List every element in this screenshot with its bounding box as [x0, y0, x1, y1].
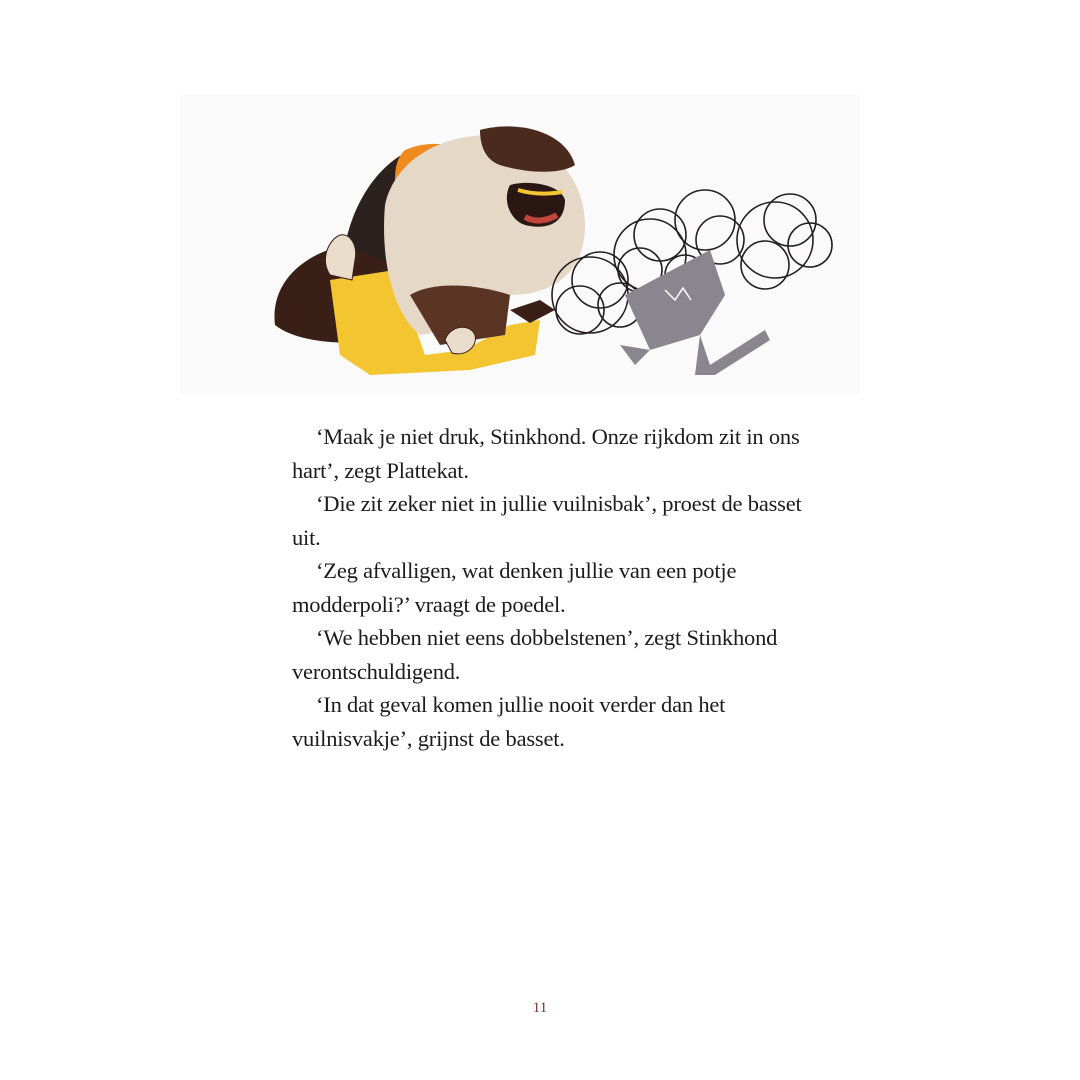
story-text	[292, 420, 832, 755]
paragraph-1: ‘Maak je niet druk, Stinkhond. Onze rijkdom zit in ons hart’, zegt Plattekat.	[292, 424, 800, 483]
paragraph-2: ‘Die zit zeker niet in jullie vuilnisbak’, proest de basset uit.	[292, 491, 802, 550]
paragraph-3: ‘Zeg afvalligen, wat denken jullie van een potje modderpoli?’ vraagt de poedel.	[292, 558, 737, 617]
paragraph-4: ‘We hebben niet eens dobbelstenen’, zegt Stinkhond verontschuldigend.	[292, 625, 778, 684]
page-number: 11	[532, 1000, 548, 1016]
paragraph-5: ‘In dat geval komen jullie nooit verder dan het vuilnisvakje’, grijnst de basset.	[292, 692, 726, 751]
characters-laughing-illustration	[180, 95, 860, 395]
